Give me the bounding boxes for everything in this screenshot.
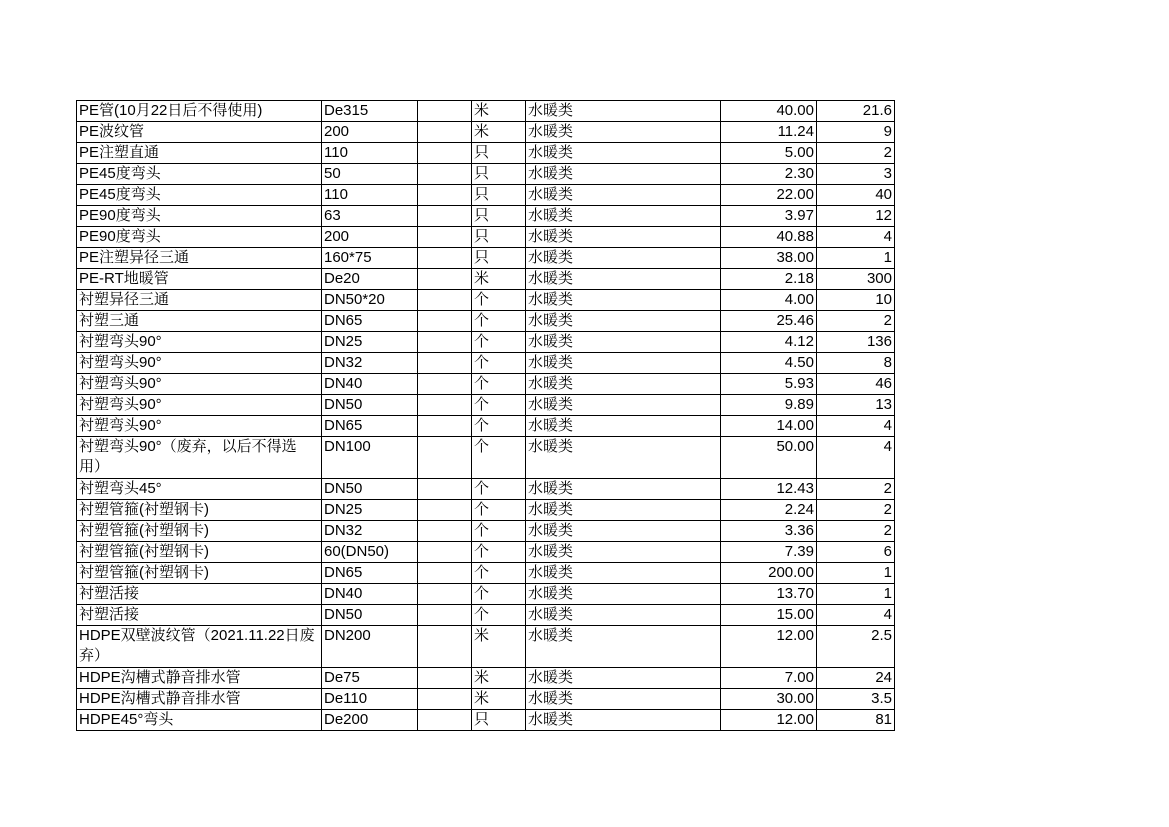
item-name-cell: PE90度弯头	[77, 206, 322, 227]
item-name-cell: PE注塑直通	[77, 143, 322, 164]
category-cell: 水暖类	[526, 500, 721, 521]
quantity-cell: 10	[817, 290, 895, 311]
unit-cell: 只	[472, 248, 526, 269]
spec-cell: DN32	[322, 521, 418, 542]
table-row	[77, 437, 895, 479]
category-cell: 水暖类	[526, 668, 721, 689]
unit-cell: 个	[472, 479, 526, 500]
quantity-cell: 40	[817, 185, 895, 206]
empty-cell	[418, 563, 472, 584]
spec-cell: DN50	[322, 605, 418, 626]
unit-cell: 米	[472, 269, 526, 290]
item-name-cell: 衬塑弯头90°	[77, 416, 322, 437]
item-name-cell: HDPE沟槽式静音排水管	[77, 689, 322, 710]
table-row	[77, 290, 895, 311]
quantity-cell: 81	[817, 710, 895, 731]
table-row	[77, 248, 895, 269]
item-name-cell: HDPE45°弯头	[77, 710, 322, 731]
category-cell: 水暖类	[526, 101, 721, 122]
unit-cell: 个	[472, 563, 526, 584]
spec-cell: De200	[322, 710, 418, 731]
empty-cell	[418, 269, 472, 290]
price-cell: 40.00	[721, 101, 817, 122]
table-row	[77, 206, 895, 227]
empty-cell	[418, 500, 472, 521]
category-cell: 水暖类	[526, 563, 721, 584]
empty-cell	[418, 164, 472, 185]
price-cell: 7.00	[721, 668, 817, 689]
unit-cell: 米	[472, 122, 526, 143]
price-cell: 30.00	[721, 689, 817, 710]
item-name-cell: PE90度弯头	[77, 227, 322, 248]
price-cell: 4.00	[721, 290, 817, 311]
quantity-cell: 2.5	[817, 626, 895, 668]
unit-cell: 只	[472, 206, 526, 227]
spec-cell: De110	[322, 689, 418, 710]
category-cell: 水暖类	[526, 374, 721, 395]
category-cell: 水暖类	[526, 626, 721, 668]
unit-cell: 米	[472, 626, 526, 668]
spec-cell: DN40	[322, 584, 418, 605]
empty-cell	[418, 395, 472, 416]
item-name-cell: 衬塑弯头90°	[77, 374, 322, 395]
quantity-cell: 1	[817, 563, 895, 584]
unit-cell: 个	[472, 374, 526, 395]
category-cell: 水暖类	[526, 227, 721, 248]
unit-cell: 个	[472, 416, 526, 437]
category-cell: 水暖类	[526, 584, 721, 605]
spec-cell: 160*75	[322, 248, 418, 269]
category-cell: 水暖类	[526, 689, 721, 710]
price-cell: 12.00	[721, 626, 817, 668]
empty-cell	[418, 689, 472, 710]
unit-cell: 只	[472, 143, 526, 164]
unit-cell: 只	[472, 227, 526, 248]
item-name-cell: 衬塑异径三通	[77, 290, 322, 311]
quantity-cell: 1	[817, 584, 895, 605]
category-cell: 水暖类	[526, 521, 721, 542]
category-cell: 水暖类	[526, 185, 721, 206]
item-name-cell: 衬塑弯头45°	[77, 479, 322, 500]
spec-cell: DN50	[322, 479, 418, 500]
spec-cell: DN65	[322, 311, 418, 332]
spec-cell: 110	[322, 143, 418, 164]
unit-cell: 个	[472, 395, 526, 416]
unit-cell: 米	[472, 101, 526, 122]
category-cell: 水暖类	[526, 311, 721, 332]
quantity-cell: 8	[817, 353, 895, 374]
unit-cell: 个	[472, 290, 526, 311]
spec-cell: DN50	[322, 395, 418, 416]
category-cell: 水暖类	[526, 416, 721, 437]
spec-cell: 110	[322, 185, 418, 206]
empty-cell	[418, 668, 472, 689]
unit-cell: 个	[472, 521, 526, 542]
item-name-cell: 衬塑活接	[77, 605, 322, 626]
spec-cell: DN32	[322, 353, 418, 374]
table-body	[77, 101, 895, 731]
empty-cell	[418, 248, 472, 269]
category-cell: 水暖类	[526, 290, 721, 311]
quantity-cell: 1	[817, 248, 895, 269]
quantity-cell: 2	[817, 500, 895, 521]
price-cell: 2.30	[721, 164, 817, 185]
price-cell: 3.36	[721, 521, 817, 542]
category-cell: 水暖类	[526, 332, 721, 353]
item-name-cell: PE管(10月22日后不得使用)	[77, 101, 322, 122]
table-row	[77, 416, 895, 437]
empty-cell	[418, 542, 472, 563]
unit-cell: 个	[472, 542, 526, 563]
item-name-cell: 衬塑管箍(衬塑钢卡)	[77, 500, 322, 521]
item-name-cell: PE-RT地暖管	[77, 269, 322, 290]
table-row	[77, 164, 895, 185]
empty-cell	[418, 290, 472, 311]
item-name-cell: HDPE双壁波纹管（2021.11.22日废弃）	[77, 626, 322, 668]
quantity-cell: 3	[817, 164, 895, 185]
spec-cell: DN40	[322, 374, 418, 395]
table-row	[77, 563, 895, 584]
table-row	[77, 521, 895, 542]
spec-cell: 200	[322, 227, 418, 248]
table-row	[77, 353, 895, 374]
price-cell: 40.88	[721, 227, 817, 248]
empty-cell	[418, 416, 472, 437]
category-cell: 水暖类	[526, 710, 721, 731]
spec-cell: DN25	[322, 332, 418, 353]
category-cell: 水暖类	[526, 395, 721, 416]
spec-cell: DN50*20	[322, 290, 418, 311]
empty-cell	[418, 710, 472, 731]
item-name-cell: 衬塑活接	[77, 584, 322, 605]
empty-cell	[418, 521, 472, 542]
price-cell: 22.00	[721, 185, 817, 206]
item-name-cell: 衬塑管箍(衬塑钢卡)	[77, 521, 322, 542]
price-cell: 3.97	[721, 206, 817, 227]
category-cell: 水暖类	[526, 122, 721, 143]
table-row	[77, 185, 895, 206]
category-cell: 水暖类	[526, 542, 721, 563]
empty-cell	[418, 332, 472, 353]
table-row	[77, 542, 895, 563]
spec-cell: 50	[322, 164, 418, 185]
table-row	[77, 584, 895, 605]
item-name-cell: 衬塑弯头90°（废弃，以后不得选用）	[77, 437, 322, 479]
quantity-cell: 12	[817, 206, 895, 227]
quantity-cell: 13	[817, 395, 895, 416]
quantity-cell: 136	[817, 332, 895, 353]
price-cell: 5.93	[721, 374, 817, 395]
quantity-cell: 4	[817, 605, 895, 626]
table-row	[77, 122, 895, 143]
price-cell: 4.50	[721, 353, 817, 374]
item-name-cell: 衬塑弯头90°	[77, 332, 322, 353]
item-name-cell: HDPE沟槽式静音排水管	[77, 668, 322, 689]
quantity-cell: 21.6	[817, 101, 895, 122]
price-cell: 12.00	[721, 710, 817, 731]
empty-cell	[418, 206, 472, 227]
unit-cell: 个	[472, 584, 526, 605]
quantity-cell: 2	[817, 479, 895, 500]
empty-cell	[418, 479, 472, 500]
quantity-cell: 9	[817, 122, 895, 143]
table-row	[77, 101, 895, 122]
item-name-cell: PE波纹管	[77, 122, 322, 143]
price-cell: 50.00	[721, 437, 817, 479]
spec-cell: DN25	[322, 500, 418, 521]
spec-cell: DN65	[322, 416, 418, 437]
empty-cell	[418, 626, 472, 668]
unit-cell: 个	[472, 437, 526, 479]
spec-cell: De75	[322, 668, 418, 689]
item-name-cell: 衬塑三通	[77, 311, 322, 332]
item-name-cell: PE注塑异径三通	[77, 248, 322, 269]
table-row	[77, 143, 895, 164]
quantity-cell: 300	[817, 269, 895, 290]
table-row	[77, 269, 895, 290]
price-cell: 13.70	[721, 584, 817, 605]
category-cell: 水暖类	[526, 143, 721, 164]
unit-cell: 米	[472, 668, 526, 689]
table-row	[77, 500, 895, 521]
price-cell: 7.39	[721, 542, 817, 563]
unit-cell: 只	[472, 710, 526, 731]
table-row	[77, 311, 895, 332]
item-name-cell: 衬塑管箍(衬塑钢卡)	[77, 563, 322, 584]
spec-cell: DN65	[322, 563, 418, 584]
unit-cell: 个	[472, 605, 526, 626]
item-name-cell: PE45度弯头	[77, 185, 322, 206]
empty-cell	[418, 227, 472, 248]
quantity-cell: 4	[817, 227, 895, 248]
quantity-cell: 6	[817, 542, 895, 563]
empty-cell	[418, 374, 472, 395]
category-cell: 水暖类	[526, 269, 721, 290]
table-row	[77, 479, 895, 500]
unit-cell: 个	[472, 500, 526, 521]
unit-cell: 个	[472, 311, 526, 332]
category-cell: 水暖类	[526, 164, 721, 185]
empty-cell	[418, 584, 472, 605]
category-cell: 水暖类	[526, 437, 721, 479]
table-row	[77, 332, 895, 353]
item-name-cell: 衬塑弯头90°	[77, 353, 322, 374]
unit-cell: 米	[472, 689, 526, 710]
empty-cell	[418, 353, 472, 374]
price-cell: 38.00	[721, 248, 817, 269]
empty-cell	[418, 101, 472, 122]
empty-cell	[418, 311, 472, 332]
spec-cell: 63	[322, 206, 418, 227]
empty-cell	[418, 143, 472, 164]
spec-cell: DN200	[322, 626, 418, 668]
spec-cell: 200	[322, 122, 418, 143]
table-row	[77, 227, 895, 248]
price-cell: 4.12	[721, 332, 817, 353]
unit-cell: 个	[472, 332, 526, 353]
materials-table	[76, 100, 895, 731]
spec-cell: De20	[322, 269, 418, 290]
quantity-cell: 2	[817, 311, 895, 332]
unit-cell: 个	[472, 353, 526, 374]
spec-cell: 60(DN50)	[322, 542, 418, 563]
table-row	[77, 668, 895, 689]
item-name-cell: 衬塑管箍(衬塑钢卡)	[77, 542, 322, 563]
quantity-cell: 46	[817, 374, 895, 395]
price-cell: 14.00	[721, 416, 817, 437]
quantity-cell: 24	[817, 668, 895, 689]
price-cell: 2.24	[721, 500, 817, 521]
price-cell: 15.00	[721, 605, 817, 626]
quantity-cell: 2	[817, 143, 895, 164]
unit-cell: 只	[472, 185, 526, 206]
unit-cell: 只	[472, 164, 526, 185]
category-cell: 水暖类	[526, 353, 721, 374]
table-row	[77, 626, 895, 668]
spec-cell: DN100	[322, 437, 418, 479]
empty-cell	[418, 605, 472, 626]
table-row	[77, 689, 895, 710]
price-cell: 2.18	[721, 269, 817, 290]
category-cell: 水暖类	[526, 605, 721, 626]
quantity-cell: 4	[817, 416, 895, 437]
table-row	[77, 605, 895, 626]
price-cell: 5.00	[721, 143, 817, 164]
price-cell: 9.89	[721, 395, 817, 416]
empty-cell	[418, 185, 472, 206]
price-cell: 11.24	[721, 122, 817, 143]
table-row	[77, 374, 895, 395]
price-cell: 200.00	[721, 563, 817, 584]
category-cell: 水暖类	[526, 248, 721, 269]
item-name-cell: 衬塑弯头90°	[77, 395, 322, 416]
empty-cell	[418, 437, 472, 479]
category-cell: 水暖类	[526, 206, 721, 227]
category-cell: 水暖类	[526, 479, 721, 500]
empty-cell	[418, 122, 472, 143]
quantity-cell: 3.5	[817, 689, 895, 710]
price-cell: 12.43	[721, 479, 817, 500]
item-name-cell: PE45度弯头	[77, 164, 322, 185]
table-row	[77, 710, 895, 731]
quantity-cell: 4	[817, 437, 895, 479]
table-row	[77, 395, 895, 416]
spec-cell: De315	[322, 101, 418, 122]
quantity-cell: 2	[817, 521, 895, 542]
price-cell: 25.46	[721, 311, 817, 332]
